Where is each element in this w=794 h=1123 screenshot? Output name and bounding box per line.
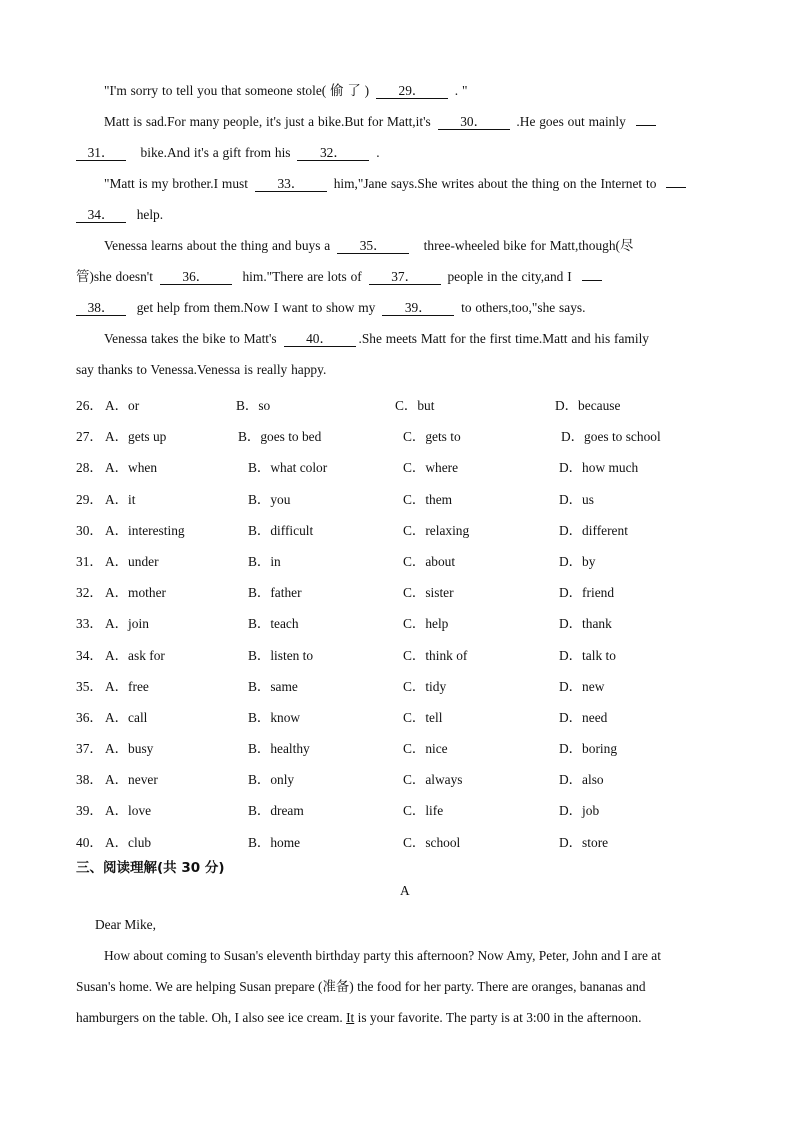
option-d[interactable]: D．different: [559, 522, 628, 538]
option-c[interactable]: C．school: [403, 834, 461, 850]
question-number: 30．: [76, 522, 103, 538]
option-a[interactable]: A．it: [105, 491, 136, 507]
question-number: 36．: [76, 709, 103, 725]
question-number: 29．: [76, 491, 103, 507]
passage-label: A: [400, 883, 410, 898]
option-b[interactable]: B．home: [248, 834, 301, 850]
option-c[interactable]: C．but: [395, 398, 435, 413]
option-c[interactable]: C．tidy: [403, 678, 447, 694]
option-a[interactable]: A．call: [105, 709, 148, 725]
question-number: 31．: [76, 553, 103, 569]
blank-37[interactable]: 37．: [369, 269, 441, 285]
cloze-line-5: [76, 199, 726, 230]
option-a[interactable]: A．when: [105, 460, 158, 476]
option-d[interactable]: D．talk to: [559, 647, 616, 663]
blank-35[interactable]: 35．: [337, 238, 409, 254]
option-d[interactable]: D．need: [559, 709, 608, 725]
text: bike.And it's a gift from his: [140, 145, 291, 160]
question-row: [76, 419, 726, 450]
blank-31[interactable]: 31．: [76, 145, 126, 161]
question-row: [76, 762, 726, 793]
option-a[interactable]: A．or: [105, 398, 140, 413]
text: three-wheeled bike for Matt,though(尽: [423, 238, 634, 253]
letter-line-3: [76, 1002, 726, 1033]
cloze-line-9: [76, 323, 726, 354]
text: Venessa takes the bike to Matt's: [104, 331, 277, 346]
question-number: 26．: [76, 398, 103, 413]
blank-39[interactable]: 39．: [382, 300, 454, 316]
letter-line-1: How about coming to Susan's eleventh birthday party this afternoon? Now Amy, Peter, John and I are at: [104, 948, 661, 963]
option-c[interactable]: C．think of: [403, 647, 468, 663]
cloze-line-1: [76, 75, 726, 106]
option-b[interactable]: B．only: [248, 772, 295, 788]
text: people in the city,and I: [447, 269, 572, 284]
option-a[interactable]: A．gets up: [105, 429, 167, 445]
text: 偷 了 ): [326, 83, 370, 98]
question-row: [76, 388, 726, 419]
option-c[interactable]: C．gets to: [403, 429, 461, 445]
text: get help from them.Now I want to show my: [136, 300, 376, 315]
option-c[interactable]: C．tell: [403, 709, 443, 725]
option-d[interactable]: D．us: [559, 491, 594, 507]
option-d[interactable]: D．store: [559, 834, 609, 850]
option-a[interactable]: A．club: [105, 834, 152, 850]
question-number: 33．: [76, 616, 103, 632]
question-number: 39．: [76, 803, 103, 819]
option-a[interactable]: A．under: [105, 553, 159, 569]
letter-line-2: Susan's home. We are helping Susan prepare (准备) the food for her party. There are oranges, bananas and: [76, 979, 646, 994]
option-a[interactable]: A．join: [105, 616, 149, 632]
text: "I'm sorry to tell you that someone stole(: [104, 83, 327, 98]
option-d[interactable]: D．because: [555, 398, 621, 413]
blank-38[interactable]: 38．: [76, 300, 126, 316]
blank-33[interactable]: 33．: [255, 176, 327, 192]
option-a[interactable]: A．interesting: [105, 522, 185, 538]
cloze-line-7: [76, 261, 726, 292]
letter-greeting: Dear Mike,: [95, 917, 156, 932]
option-b[interactable]: B．goes to bed: [238, 429, 322, 445]
cloze-line-10: [76, 354, 726, 385]
option-a[interactable]: A．never: [105, 772, 158, 788]
option-a[interactable]: A．ask for: [105, 647, 165, 663]
option-b[interactable]: B．what color: [248, 460, 328, 476]
question-number: 27．: [76, 429, 103, 445]
text: "Matt is my brother.I must: [104, 176, 248, 191]
option-b[interactable]: B．teach: [248, 616, 299, 632]
option-c[interactable]: C．them: [403, 491, 453, 507]
text: .: [376, 145, 380, 160]
question-row: [76, 606, 726, 637]
cloze-line-8: [76, 292, 726, 323]
text: 管)she doesn't: [76, 269, 153, 284]
question-number: 38．: [76, 772, 103, 788]
cloze-line-3: [76, 137, 726, 168]
text: him."There are lots of: [242, 269, 362, 284]
text: say thanks to Venessa.Venessa is really happy.: [76, 362, 327, 377]
question-row: [76, 793, 726, 824]
option-b[interactable]: B．know: [248, 709, 301, 725]
option-d[interactable]: D．thank: [559, 616, 612, 632]
option-a[interactable]: A．love: [105, 803, 152, 819]
option-b[interactable]: B．listen to: [248, 647, 314, 663]
option-d[interactable]: D．how much: [559, 460, 639, 476]
option-c[interactable]: C．where: [403, 460, 459, 476]
section-heading: 三、阅读理解(共 30 分): [76, 860, 225, 876]
option-c[interactable]: C．nice: [403, 741, 448, 757]
blank-36[interactable]: 36．: [160, 269, 232, 285]
blank-32[interactable]: 32．: [297, 145, 369, 161]
option-d[interactable]: D．friend: [559, 585, 615, 601]
text: him,"Jane says.She writes about the thing on the Internet to: [333, 176, 657, 191]
option-c[interactable]: C．always: [403, 772, 463, 788]
text: .He goes out mainly: [512, 114, 626, 129]
letter-passage: [76, 909, 726, 1033]
option-d[interactable]: D．job: [559, 803, 600, 819]
question-row: [76, 450, 726, 481]
question-number: 35．: [76, 678, 103, 694]
question-row: [76, 825, 726, 856]
underlined-word: It: [346, 1010, 355, 1025]
option-d[interactable]: D．new: [559, 678, 605, 694]
blank-34-lead: [666, 187, 686, 188]
blank-30[interactable]: 30．: [438, 114, 510, 130]
question-row: [76, 700, 726, 731]
cloze-passage: [76, 75, 726, 385]
option-d[interactable]: D．also: [559, 772, 604, 788]
option-b[interactable]: B．you: [248, 491, 291, 507]
blank-38-lead: [582, 280, 602, 281]
text: is your favorite. The party is at 3:00 in the afternoon.: [354, 1010, 642, 1025]
option-a[interactable]: A．mother: [105, 585, 166, 601]
question-options: [76, 388, 726, 856]
option-c[interactable]: C．life: [403, 803, 444, 819]
blank-31-lead: [636, 125, 656, 126]
text: hamburgers on the table. Oh, I also see ice cream.: [76, 1010, 347, 1025]
option-b[interactable]: B．father: [248, 585, 302, 601]
question-row: [76, 513, 726, 544]
blank-29[interactable]: 29．: [376, 83, 448, 99]
option-b[interactable]: B．healthy: [248, 741, 310, 757]
question-number: 34．: [76, 647, 103, 663]
cloze-line-6: [76, 230, 726, 261]
text: to others,too,"she says.: [461, 300, 586, 315]
option-c[interactable]: C．sister: [403, 585, 454, 601]
text: Matt is sad.For many people, it's just a bike.But for Matt,it's: [104, 114, 431, 129]
text: . ": [450, 83, 468, 98]
question-row: [76, 544, 726, 575]
cloze-line-2: [76, 106, 726, 137]
option-c[interactable]: C．about: [403, 553, 456, 569]
option-d[interactable]: D．by: [559, 553, 596, 569]
cloze-line-4: [76, 168, 726, 199]
text: Venessa learns about the thing and buys a: [104, 238, 331, 253]
option-c[interactable]: C．help: [403, 616, 449, 632]
question-row: [76, 669, 726, 700]
option-a[interactable]: A．free: [105, 678, 149, 694]
text: .She meets Matt for the first time.Matt and his family: [358, 331, 649, 346]
option-b[interactable]: B．so: [236, 398, 271, 413]
option-d[interactable]: D．boring: [559, 741, 618, 757]
option-c[interactable]: C．relaxing: [403, 522, 470, 538]
question-number: 28．: [76, 460, 103, 476]
question-row: [76, 638, 726, 669]
option-b[interactable]: B．in: [248, 553, 281, 569]
text: help.: [136, 207, 164, 222]
question-row: [76, 731, 726, 762]
question-row: [76, 575, 726, 606]
blank-34[interactable]: 34．: [76, 207, 126, 223]
option-b[interactable]: B．same: [248, 678, 298, 694]
option-a[interactable]: A．busy: [105, 741, 154, 757]
question-number: 37．: [76, 741, 103, 757]
question-number: 40．: [76, 834, 103, 850]
option-d[interactable]: D．goes to school: [561, 429, 661, 445]
option-b[interactable]: B．difficult: [248, 522, 314, 538]
blank-40[interactable]: 40．: [284, 331, 356, 347]
question-number: 32．: [76, 585, 103, 601]
question-row: [76, 482, 726, 513]
option-b[interactable]: B．dream: [248, 803, 304, 819]
